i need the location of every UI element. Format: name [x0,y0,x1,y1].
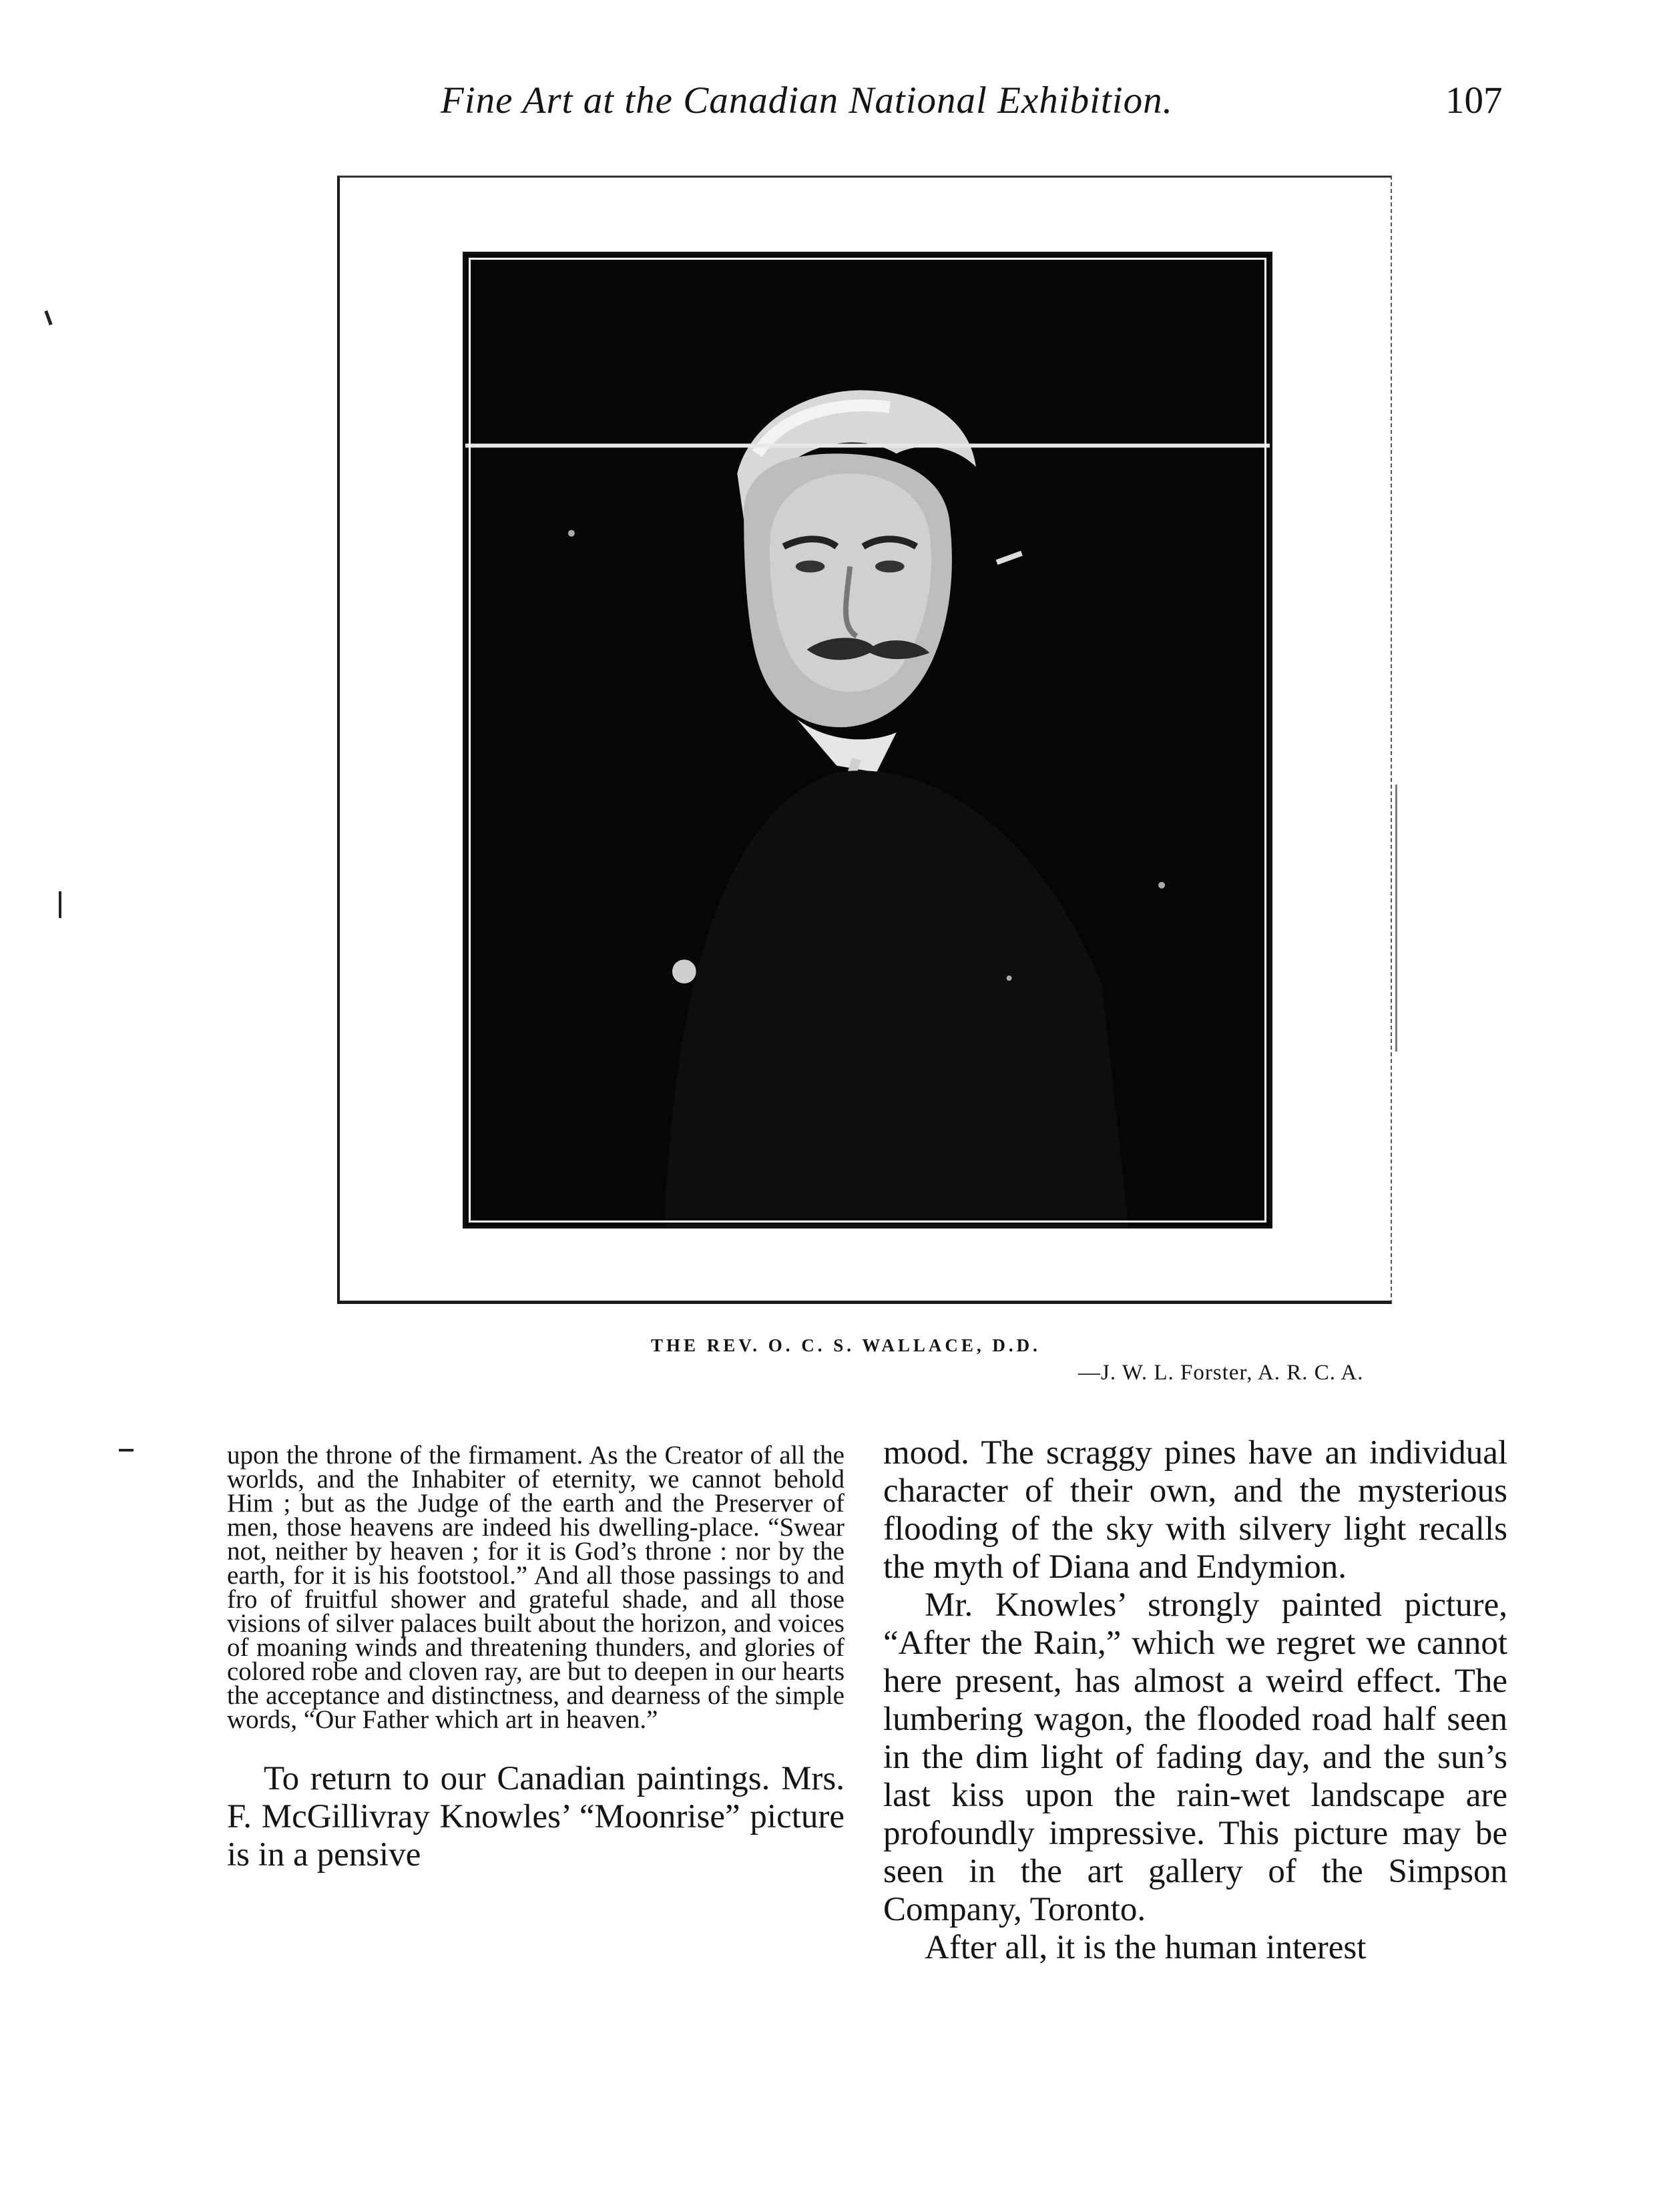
portrait-image [465,254,1270,1226]
scan-speck [119,1449,134,1452]
plate-caption-artist: —J. W. L. Forster, A. R. C. A. [1078,1361,1364,1385]
left-paragraph-2: To return to our Canadian paintings. Mrs. F. McGillivray Knowles’ “Moonrise” picture is in a pensive [227,1760,845,1873]
right-paragraph-3: After all, it is the human interest [925,1929,1367,1966]
left-paragraph-1: upon the throne of the firmament. As the Creator of all the worlds, and the Inhabiter of eternity, we cannot behold Him ; but as the Judge of the earth and the Preserver of men, those heavens are indeed his dwelling-place. “Swear not, neither by heaven ; for it is God’s throne : nor by the earth, for it is his footstool.” And all those passings to and fro of fruitful shower and grateful shade, and all those visions of silver palaces built about the horizon, and voices of moaning winds and threatening thunders, and glories of colored robe and cloven ray, are but to deepen in our hearts the acceptance and distinctness, and dearness of the simple words, “Our Father which art in heaven.” [227,1441,845,1734]
plate-caption-subject: THE REV. O. C. S. WALLACE, D.D. [651,1335,1041,1355]
right-column [883,1434,1507,1967]
scan-speck [44,310,52,325]
page-number: 107 [1445,79,1503,122]
left-column [227,1441,845,1874]
scan-speck [1395,785,1397,1052]
right-paragraph-1: mood. The scraggy pines have an individual character of their own, and the mysterious flooding of the sky with silvery light recalls the myth of Diana and Endymion. [883,1434,1507,1586]
portrait-photograph [463,252,1272,1229]
running-header-title: Fine Art at the Canadian National Exhibition. [441,79,1173,122]
scan-speck [59,891,61,918]
right-paragraph-2: Mr. Knowles’ strongly painted picture, “After the Rain,” which we regret we cannot here present, has almost a weird effect. The lumbering wagon, the flooded road half seen in the dim light of fading day, and the sun’s last kiss upon the rain-wet landscape are profoundly impressive. This picture may be seen in the art gallery of the Simpson Company, Toronto. [883,1586,1507,1928]
